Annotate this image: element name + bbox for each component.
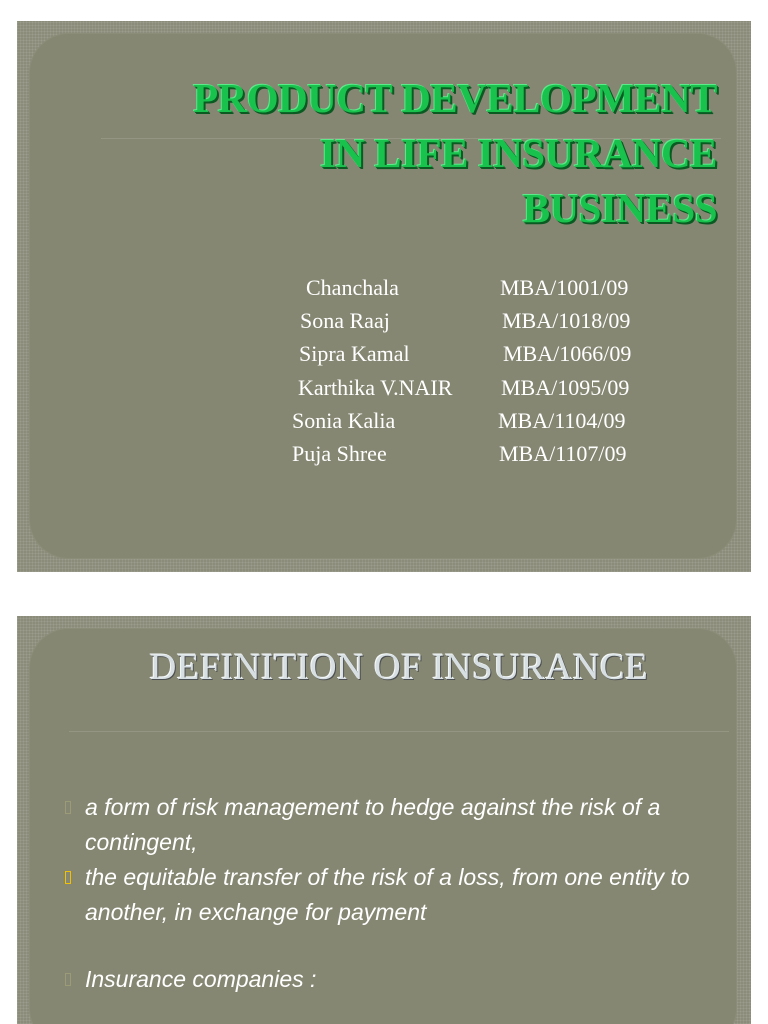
bullet-text: Insurance companies :	[85, 966, 317, 992]
member-roll: MBA/1001/09	[500, 275, 629, 300]
slide-2	[17, 616, 751, 1024]
bullet-marker-icon	[65, 871, 71, 884]
member-roll: MBA/1107/09	[499, 441, 627, 466]
member-roll: MBA/1095/09	[501, 375, 630, 400]
bullet-text: the equitable transfer of the risk of a loss, from one entity to another, in exchange for payment	[85, 864, 690, 925]
bullet-item	[65, 860, 725, 930]
bullet-item	[65, 790, 725, 860]
member-name: Sipra Kamal	[299, 341, 410, 366]
bullet-item	[65, 962, 725, 997]
member-name: Chanchala	[306, 275, 399, 300]
member-name: Sonia Kalia	[292, 408, 396, 433]
slide-2-title: DEFINITION OF INSURANCE	[149, 647, 649, 688]
bullet-text: a form of risk management to hedge against the risk of a contingent,	[85, 794, 661, 855]
slide-1	[17, 21, 751, 572]
title-line-3: BUSINESS	[522, 185, 717, 231]
bullet-marker-icon	[65, 973, 71, 986]
title-line-1: PRODUCT DEVELOPMENT	[193, 75, 717, 121]
title-line-2: IN LIFE INSURANCE	[319, 130, 717, 176]
member-list	[17, 21, 751, 572]
member-roll: MBA/1066/09	[503, 341, 632, 366]
slide-2-divider	[69, 731, 729, 732]
member-roll: MBA/1104/09	[498, 408, 626, 433]
member-name: Karthika V.NAIR	[298, 375, 453, 400]
member-roll: MBA/1018/09	[502, 308, 631, 333]
member-name: Sona Raaj	[300, 308, 390, 333]
bullet-marker-icon	[65, 801, 71, 814]
bullet-list	[65, 790, 725, 997]
member-name: Puja Shree	[292, 441, 387, 466]
